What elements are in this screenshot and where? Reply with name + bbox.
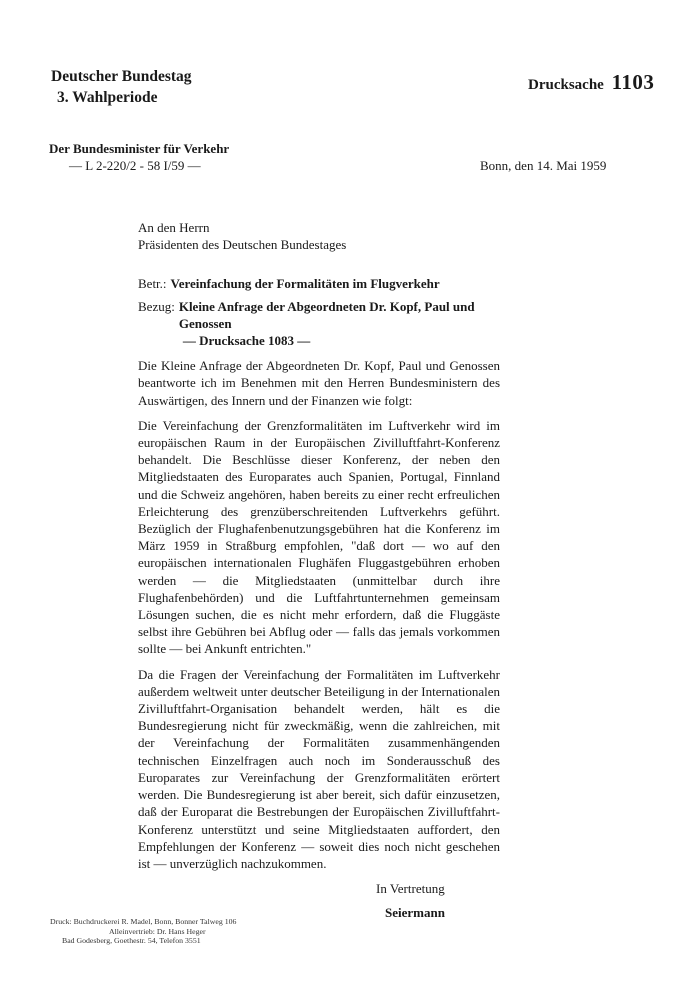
reference-line — [138, 298, 500, 350]
document-header — [51, 66, 192, 108]
betr-text: Vereinfachung der Formalitäten im Flugverkehr — [170, 276, 440, 292]
signature-name: Seiermann — [385, 905, 445, 921]
drucksache-heading — [528, 70, 654, 95]
printer-line-2: Alleinvertrieb: Dr. Hans Heger — [109, 926, 206, 936]
bezug-label: Bezug: — [138, 298, 175, 314]
printer-imprint — [50, 917, 236, 946]
drucksache-label: Drucksache — [528, 77, 604, 93]
paragraph-1: Die Kleine Anfrage der Abgeordneten Dr. Kopf, Paul und Genossen beantworte ich im Benehmen mit den Herren Bundesministern des Auswärtigen, des Innern und der Finanzen wie folgt: — [138, 358, 500, 408]
parliament-name: Deutscher Bundestag — [51, 68, 192, 85]
printer-line-3: Bad Godesberg, Goethestr. 54, Telefon 3551 — [62, 936, 201, 945]
paragraph-2: Die Vereinfachung der Grenzformalitäten im Luftverkehr wird im europäischen Raum in der Europäischen Zivilluftfahrt-Konferenz behandelt. Die Beschlüsse dieser Konferenz, der neben den Mitgliedstaaten des Europarates auch Spanien, Portugal, Finnland und die Schweiz angehören, haben bereits zu einer recht erfreulichen Erleichterung des grenzüberschreitenden Luftverkehrs geführt. Bezüglich der Flughafenbenutzungsgebühren hat die Konferenz im März 1959 in Straßburg empfohlen, "daß dort — wo auf den europäischen internationalen Flughäfen Fluggastgebühren erhoben werden — die Mitgliedstaaten (unmittelbar durch ihre Flughafenbehörden) und die Luftfahrtunternehmen gemeinsam Lösungen suchen, die es nicht mehr erfordern, daß die Fluggäste selbst ihre Gebühren bei Abflug oder — falls das jemals vorkommen sollte — bei Ankunft entrichten." — [138, 417, 500, 657]
letter-body — [138, 219, 500, 922]
dateline: Bonn, den 14. Mai 1959 — [480, 158, 607, 173]
drucksache-number: 1103 — [611, 70, 655, 94]
legislative-period: 3. Wahlperiode — [57, 89, 158, 106]
bezug-drucksache: — Drucksache 1083 — — [182, 333, 311, 349]
sender-block — [49, 140, 229, 174]
bezug-text: Kleine Anfrage der Abgeordneten Dr. Kopf, Paul und Genossen — [178, 298, 475, 331]
ministry-name: Der Bundesminister für Verkehr — [49, 141, 230, 156]
paragraph-3: Da die Fragen der Vereinfachung der Formalitäten im Luftverkehr außerdem weltweit unter deutscher Beteiligung in der Internationalen Zivilluftfahrt-Organisation behandelt werden, hält es die Bundesregierung nicht für zweckmäßig, wenn die zahlreichen, mit der Vereinfachung der Formalitäten zusammenhängenden technischen Einzelfragen auch noch im Sonderausschuß des Europarates zur Vereinfachung der Grenzformalitäten erörtert werden. Die Bundesregierung ist aber bereit, sich dafür einzusetzen, daß der Europarat die Bestrebungen der Europäischen Zivilluftfahrt-Konferenz unterstützt und seine Mitgliedstaaten auffordert, den Empfehlungen der Konferenz — soweit dies noch nicht geschehen ist — unverzüglich nachzukommen. — [138, 666, 500, 871]
subject-line — [138, 275, 500, 292]
betr-label: Betr.: — [138, 276, 167, 292]
printer-line-1: Druck: Buchdruckerei R. Madel, Bonn, Bonner Talweg 106 — [50, 917, 237, 926]
recipient-line-1: An den Herrn — [138, 220, 210, 235]
file-reference: — L 2-220/2 - 58 I/59 — — [69, 158, 201, 173]
recipient-line-2: Präsidenten des Deutschen Bundestages — [138, 237, 347, 253]
closing-formula: In Vertretung — [376, 881, 445, 897]
